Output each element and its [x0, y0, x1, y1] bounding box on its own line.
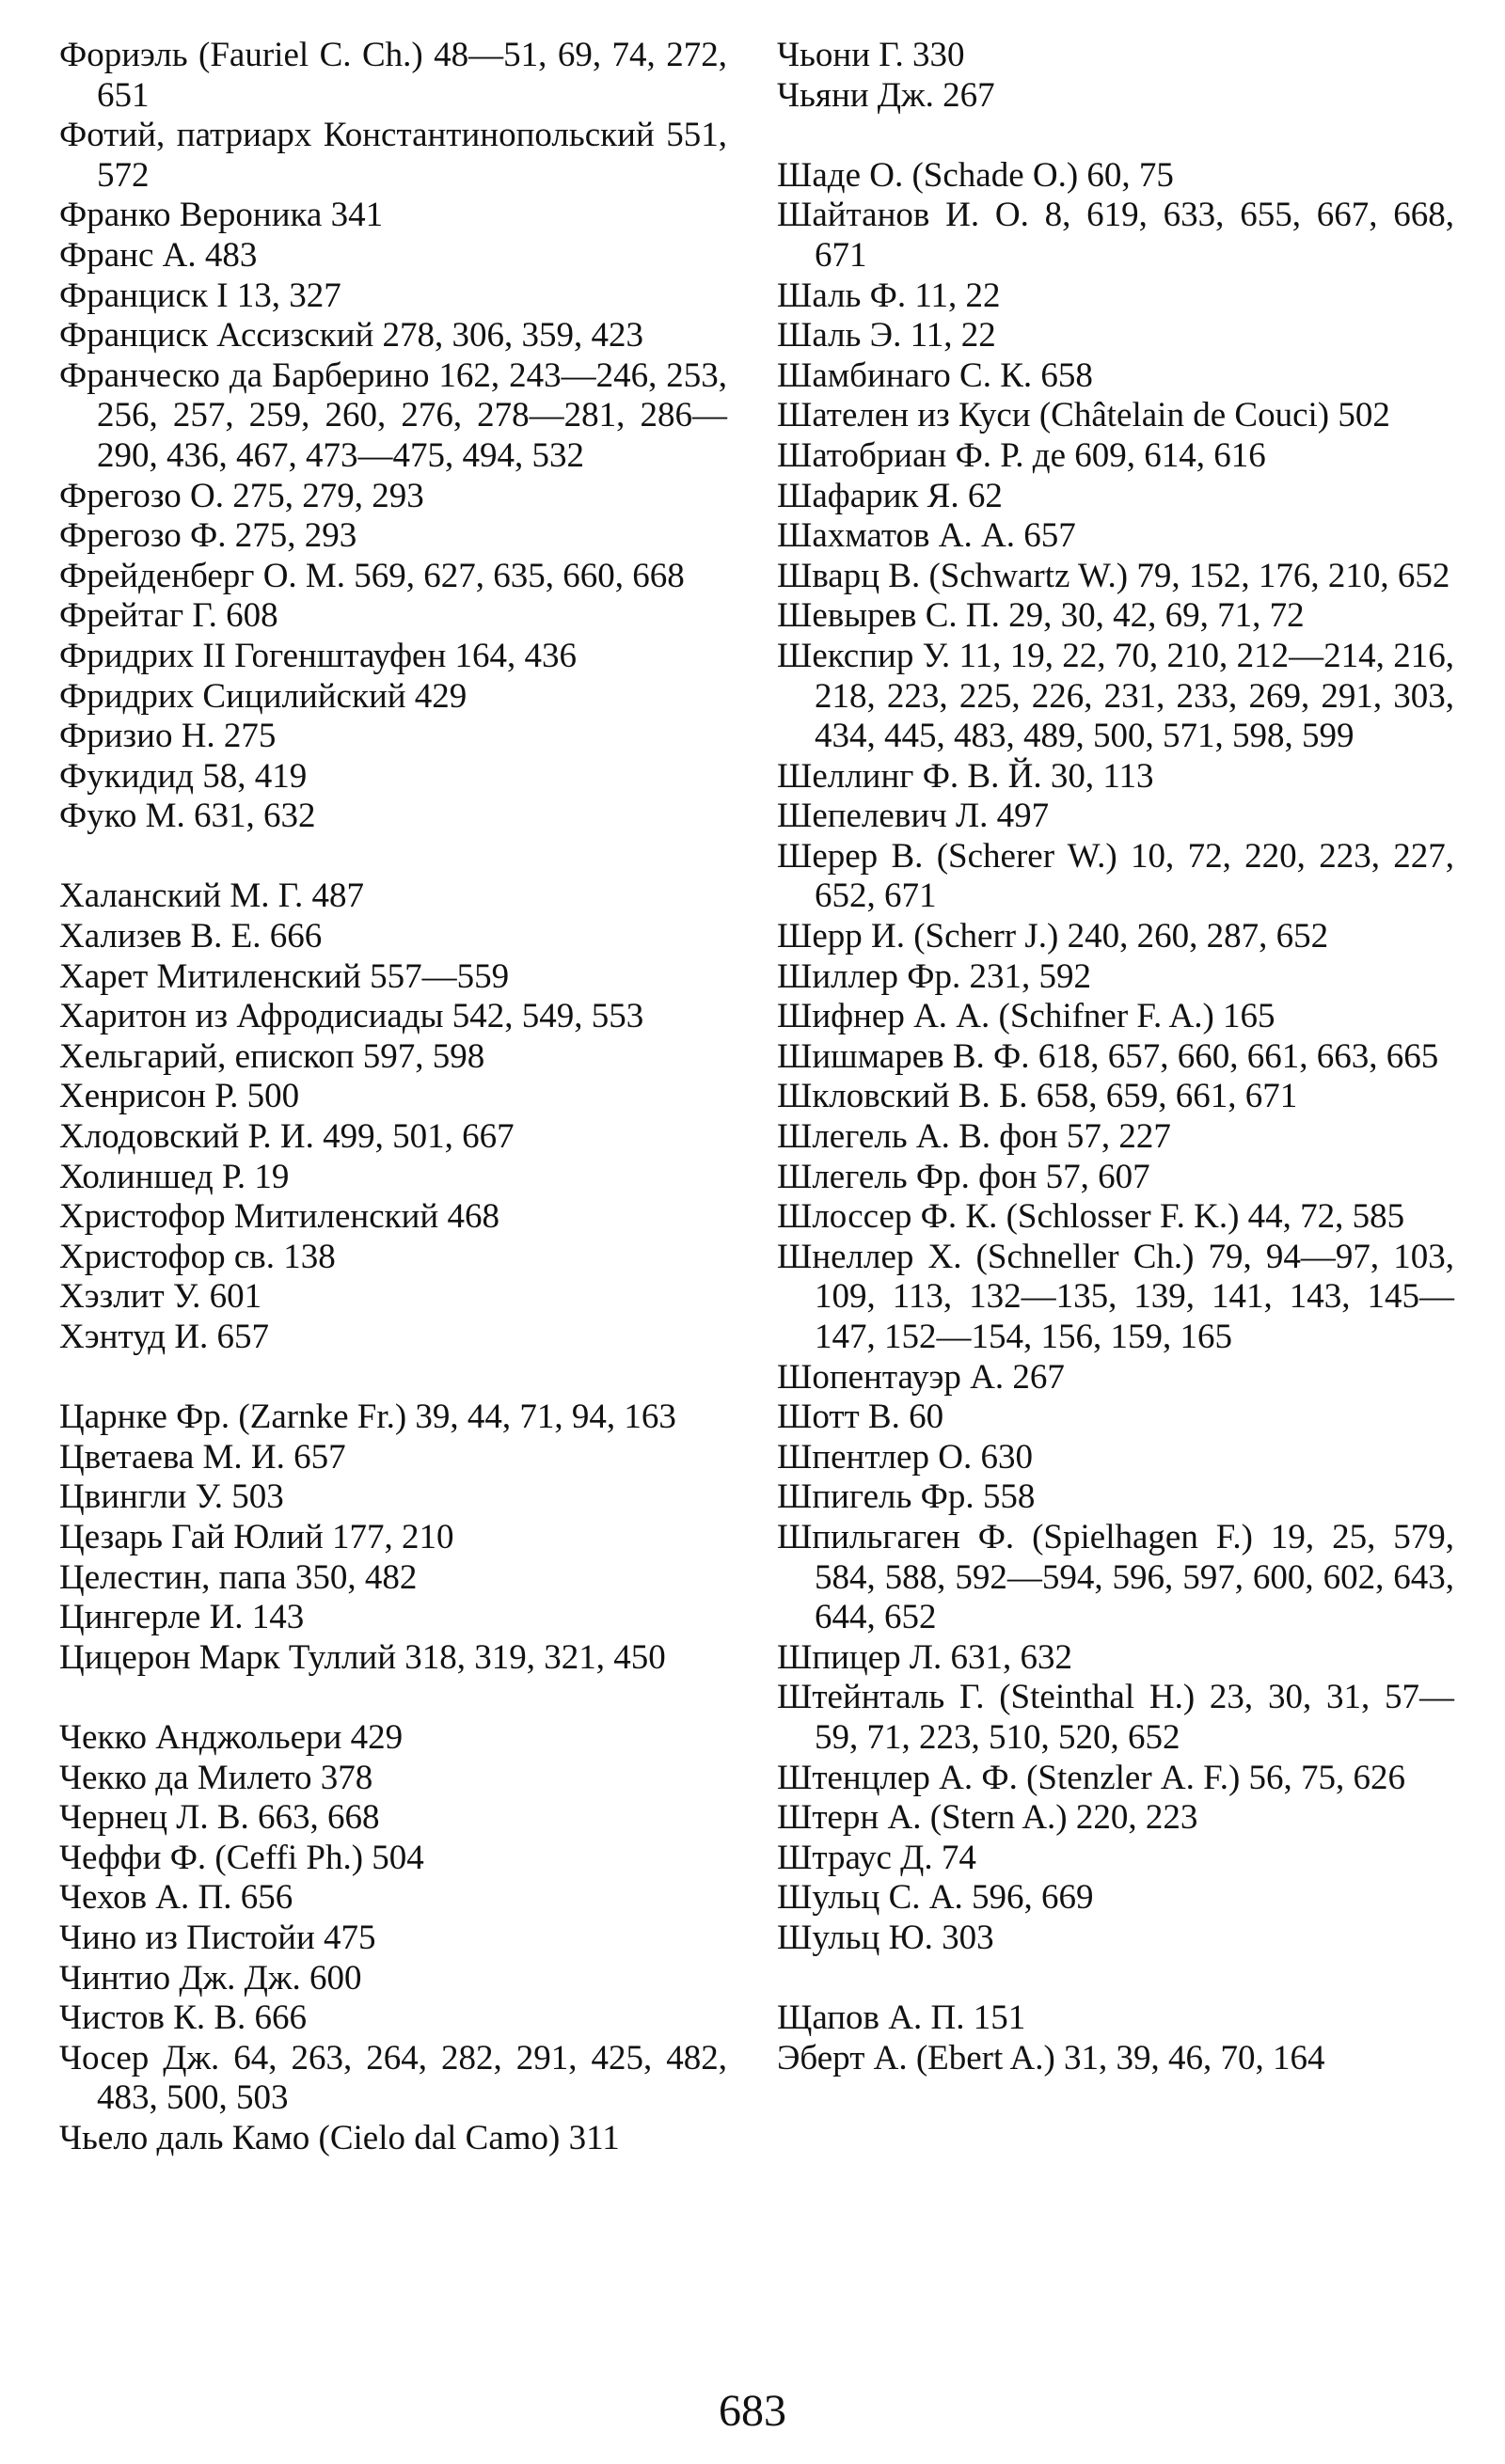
- index-entry: Харитон из Афродисиады 542, 549, 553: [59, 997, 644, 1036]
- index-entry: Шекспир У. 11, 19, 22, 70, 210, 212—214, 216, 218, 223, 225, 226, 231, 233, 269, 291, 303, 434, 445, 483, 489, 500, 571, 598, 599: [777, 636, 1454, 756]
- left-column: [59, 36, 727, 2158]
- index-entry: Чистов К. В. 666: [59, 1998, 308, 2038]
- index-entry: Шульц Ю. 303: [777, 1918, 994, 1957]
- index-entry: Фрейтаг Г. 608: [59, 596, 278, 636]
- index-entry: Фридрих II Гогенштауфен 164, 436: [59, 636, 578, 675]
- index-entry: Шерер В. (Scherer W.) 10, 72, 220, 223, 227, 652, 671: [777, 836, 1454, 916]
- index-entry: Штерн А. (Stern A.) 220, 223: [777, 1798, 1198, 1838]
- index-entry: Чехов А. П. 656: [59, 1878, 293, 1918]
- index-entry: Цветаева М. И. 657: [59, 1437, 346, 1477]
- index-entry: Шаль Э. 11, 22: [777, 316, 996, 355]
- index-entry: Шеллинг Ф. В. Й. 30, 113: [777, 756, 1154, 796]
- index-entry: Цезарь Гай Юлий 177, 210: [59, 1517, 454, 1556]
- index-entry: Целестин, папа 350, 482: [59, 1557, 418, 1597]
- index-entry: Шпентлер О. 630: [777, 1437, 1033, 1477]
- index-entry: Фукидид 58, 419: [59, 756, 308, 796]
- index-entry: Шнеллер Х. (Schneller Ch.) 79, 94—97, 103, 109, 113, 132—135, 139, 141, 143, 145—147, 152—154, 156, 159, 165: [777, 1237, 1454, 1356]
- index-entry: Хализев В. Е. 666: [59, 917, 323, 956]
- index-entry: Шотт В. 60: [777, 1398, 944, 1437]
- index-entry: Шпицер Л. 631, 632: [777, 1637, 1072, 1677]
- index-entry: Шевырев С. П. 29, 30, 42, 69, 71, 72: [777, 596, 1305, 636]
- section-gap: [59, 1678, 727, 1718]
- index-entry: Фотий, патриарх Константинопольский 551, 572: [59, 116, 727, 195]
- index-entry: Штейнталь Г. (Steinthal Н.) 23, 30, 31, 57—59, 71, 223, 510, 520, 652: [777, 1678, 1454, 1757]
- index-entry: Чеффи Ф. (Ceffi Ph.) 504: [59, 1838, 424, 1877]
- index-entry: Шиллер Фр. 231, 592: [777, 956, 1091, 996]
- index-entry: Халанский М. Г. 487: [59, 877, 365, 916]
- index-entry: Франциск I 13, 327: [59, 276, 341, 315]
- section-gap: [59, 1358, 727, 1398]
- index-entry: Франциск Ассизский 278, 306, 359, 423: [59, 316, 644, 355]
- index-entry: Шаде О. (Schade О.) 60, 75: [777, 155, 1174, 195]
- index-entry: Фризио Н. 275: [59, 717, 277, 756]
- index-entry: Хэзлит У. 601: [59, 1277, 262, 1317]
- index-entry: Чинтио Дж. Дж. 600: [59, 1958, 362, 1998]
- section-gap: [59, 837, 727, 877]
- index-entry: Франс А. 483: [59, 235, 258, 275]
- index-entry: Шлоссер Ф. К. (Schlosser F. K.) 44, 72, 585: [777, 1197, 1405, 1237]
- index-entry: Чьяни Дж. 267: [777, 75, 995, 115]
- index-entry: Шайтанов И. О. 8, 619, 633, 655, 667, 668, 671: [777, 196, 1454, 275]
- index-entry: Царнке Фр. (Zarnke Fr.) 39, 44, 71, 94, 163: [59, 1398, 676, 1437]
- index-entry: Щапов А. П. 151: [777, 1998, 1026, 2038]
- right-column: [777, 36, 1454, 2078]
- index-entry: Шафарик Я. 62: [777, 476, 1003, 515]
- section-gap: [777, 1959, 1454, 1999]
- index-entry: Чьони Г. 330: [777, 36, 965, 74]
- index-entry: Штенцлер А. Ф. (Stenzler А. F.) 56, 75, 626: [777, 1758, 1406, 1797]
- index-entry: Шифнер А. А. (Schifner F. A.) 165: [777, 997, 1275, 1036]
- index-entry: Чьело даль Камо (Cielo dal Camo) 311: [59, 2118, 620, 2157]
- index-entry: Шишмарев В. Ф. 618, 657, 660, 661, 663, 665: [777, 1036, 1439, 1076]
- index-entry: Цицерон Марк Туллий 318, 319, 321, 450: [59, 1637, 666, 1677]
- index-entry: Франческо да Барберино 162, 243—246, 253, 256, 257, 259, 260, 276, 278—281, 286—290, 436, 467, 473—475, 494, 532: [59, 355, 727, 475]
- index-entry: Цвингли У. 503: [59, 1477, 284, 1517]
- index-entry: Фрейденберг О. М. 569, 627, 635, 660, 668: [59, 556, 685, 595]
- index-entry: Цингерле И. 143: [59, 1598, 305, 1637]
- index-entry: Христофор св. 138: [59, 1237, 336, 1276]
- index-entry: Хенрисон Р. 500: [59, 1077, 300, 1116]
- index-entry: Шателен из Куси (Châtelain de Couci) 502: [777, 396, 1390, 435]
- index-entry: Чекко да Милето 378: [59, 1758, 373, 1797]
- index-entry: Шлегель А. В. фон 57, 227: [777, 1117, 1171, 1157]
- index-entry: Шлегель Фр. фон 57, 607: [777, 1157, 1150, 1196]
- index-entry: Чосер Дж. 64, 263, 264, 282, 291, 425, 482, 483, 500, 503: [59, 2038, 727, 2118]
- index-entry: Шамбинаго С. К. 658: [777, 355, 1093, 395]
- page-number: 683: [719, 2386, 786, 2436]
- index-entry: Фуко М. 631, 632: [59, 797, 316, 836]
- index-entry: Фориэль (Fauriel C. Ch.) 48—51, 69, 74, 272, 651: [59, 36, 727, 115]
- index-entry: Хэнтуд И. 657: [59, 1318, 270, 1356]
- section-gap: [777, 116, 1454, 156]
- index-entry: Холиншед Р. 19: [59, 1157, 290, 1196]
- index-entry: Франко Вероника 341: [59, 196, 384, 235]
- index-entry: Фрегозо О. 275, 279, 293: [59, 476, 424, 515]
- index-entry: Фрегозо Ф. 275, 293: [59, 516, 357, 556]
- index-entry: Чернец Л. В. 663, 668: [59, 1798, 380, 1838]
- index-entry: Шпигель Фр. 558: [777, 1477, 1036, 1517]
- index-entry: Шерр И. (Scherr J.) 240, 260, 287, 652: [777, 917, 1329, 956]
- index-entry: Хельгарий, епископ 597, 598: [59, 1036, 485, 1076]
- index-entry: Шпильгаген Ф. (Spielhagen F.) 19, 25, 579, 584, 588, 592—594, 596, 597, 600, 602, 643, 644, 652: [777, 1517, 1454, 1637]
- index-entry: Хлодовский Р. И. 499, 501, 667: [59, 1117, 515, 1157]
- index-entry: Шепелевич Л. 497: [777, 797, 1050, 836]
- index-entry: Шкловский В. Б. 658, 659, 661, 671: [777, 1077, 1298, 1116]
- index-entry: Харет Митиленский 557—559: [59, 956, 510, 996]
- index-entry: Шварц В. (Schwartz W.) 79, 152, 176, 210, 652: [777, 556, 1450, 595]
- index-entry: Эберт А. (Ebert A.) 31, 39, 46, 70, 164: [777, 2038, 1325, 2077]
- index-entry: Шахматов А. А. 657: [777, 516, 1076, 556]
- index-entry: Шаль Ф. 11, 22: [777, 276, 1001, 315]
- index-entry: Шульц С. А. 596, 669: [777, 1878, 1094, 1918]
- index-entry: Шатобриан Ф. Р. де 609, 614, 616: [777, 435, 1266, 475]
- index-entry: Чино из Пистойи 475: [59, 1918, 376, 1957]
- index-entry: Фридрих Сицилийский 429: [59, 676, 467, 716]
- index-entry: Шопентауэр А. 267: [777, 1357, 1065, 1397]
- index-entry: Чекко Анджольери 429: [59, 1717, 404, 1757]
- index-entry: Штраус Д. 74: [777, 1838, 976, 1877]
- index-entry: Христофор Митиленский 468: [59, 1197, 499, 1237]
